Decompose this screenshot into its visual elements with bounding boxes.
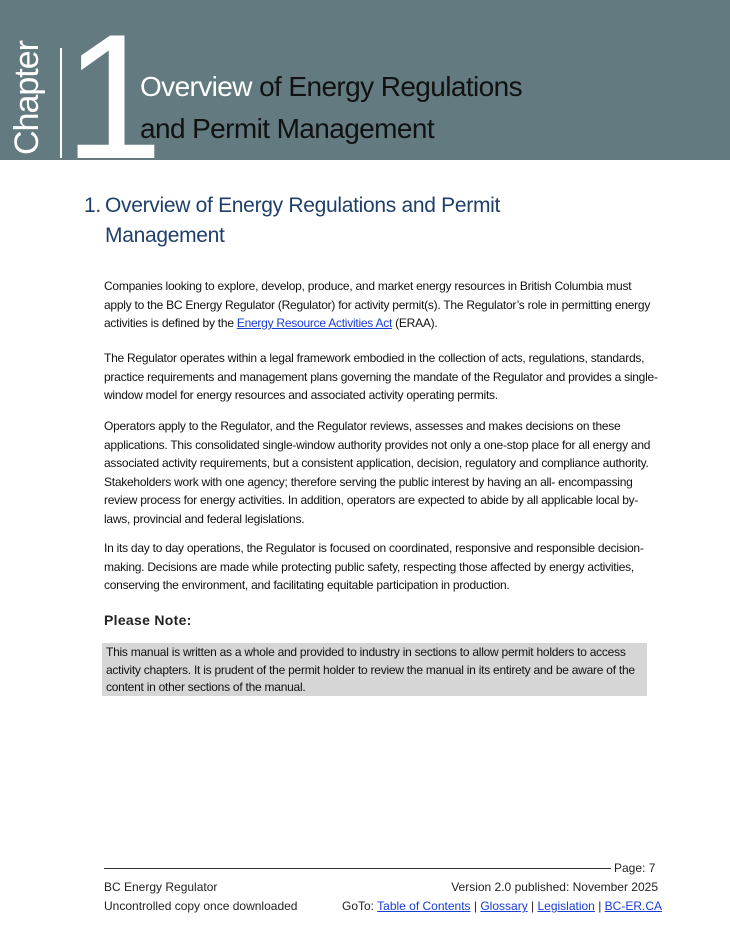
chapter-banner: [0, 0, 730, 196]
note-box: This manual is written as a whole and provided to industry in sections to allow permit holders to access activity chapters. It is prudent of the permit holder to review the manual in its entirety and be aware of the content in other sections of the manual.: [102, 643, 647, 696]
footer-version: Version 2.0 published: November 2025: [451, 880, 658, 894]
link-separator: |: [594, 899, 605, 913]
eraa-link[interactable]: Energy Resource Activities Act: [236, 316, 393, 330]
chapter-number: 1: [64, 0, 159, 196]
chapter-title-part1: Overview: [140, 71, 260, 102]
paragraph-4: In its day to day operations, the Regulator is focused on coordinated, responsive and responsible decision-making. Decisions are made while protecting public safety, respecting those affected by energy activities, conserving the environment, and facilitating equitable participation in production.: [104, 541, 644, 592]
website-link[interactable]: BC-ER.CA: [604, 899, 662, 913]
footer-org: BC Energy Regulator: [104, 880, 218, 894]
page-number: Page: 7: [614, 861, 656, 875]
paragraph-1-tail: (ERAA).: [392, 316, 438, 330]
paragraph-3: Operators apply to the Regulator, and the Regulator reviews, assesses and makes decisions on these applications. This consolidated single-window authority provides not only a one-stop place for all energy and associated activity requirements, but a consistent application, decision, regulatory and compliance authority. Stakeholders work with one agency; therefore serving the public interest by having an all- encompassing review process for energy activities. In addition, operators are expected to abide by all applicable local by-laws, provincial and federal legislations.: [104, 419, 651, 526]
footer-divider: [104, 868, 611, 869]
paragraph-1-text: Companies looking to explore, develop, produce, and market energy resources in British Columbia must apply to the BC Energy Regulator (Regulator) for activity permit(s). The Regulator’s role in permitting energy activities is defined by the: [104, 279, 651, 330]
chapter-title-line2: and Permit Management: [140, 113, 435, 144]
paragraph-1: [104, 277, 659, 333]
glossary-link[interactable]: Glossary: [480, 899, 528, 913]
goto-label: GoTo:: [342, 899, 378, 913]
link-separator: |: [527, 899, 538, 913]
note-title: Please Note:: [104, 612, 192, 628]
chapter-title: [140, 66, 700, 150]
paragraph-2: The Regulator operates within a legal framework embodied in the collection of acts, regulations, standards, practice requirements and management plans governing the mandate of the Regulator and provides a single-window model for energy resources and associated activity operating permits.: [104, 351, 658, 402]
toc-link[interactable]: Table of Contents: [377, 899, 471, 913]
section-number: 1.: [84, 194, 101, 217]
section-heading: [84, 191, 644, 251]
link-separator: |: [470, 899, 481, 913]
footer-copy-notice: Uncontrolled copy once downloaded: [104, 899, 298, 913]
footer-goto: [342, 899, 662, 913]
section-heading-text: Overview of Energy Regulations and Permit Management: [105, 194, 501, 247]
chapter-label: Chapter: [8, 41, 46, 155]
legislation-link[interactable]: Legislation: [537, 899, 595, 913]
chapter-title-part2: of Energy Regulations: [259, 71, 522, 102]
chapter-divider: [60, 48, 62, 158]
